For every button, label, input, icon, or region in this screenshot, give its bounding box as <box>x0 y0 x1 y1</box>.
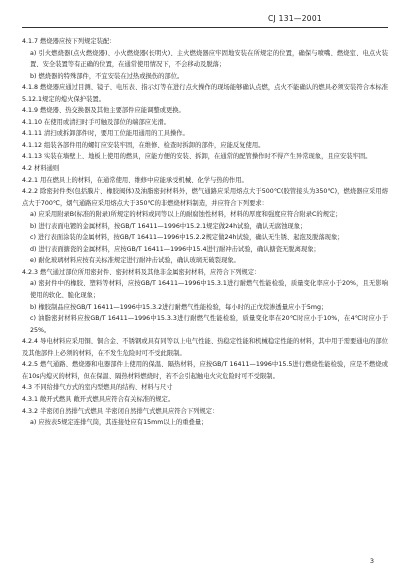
paragraph: d) 进行表面搪瓷的金属材料，应按GB/T 16411—1996中15.4进行耐冲击试验，确认搪瓷无脱离现象； <box>30 245 320 253</box>
header-rule <box>22 27 388 28</box>
paragraph: e) 耐化玻璃材料应按有关标准规定进行耐冲击试验，确认玻璃无破裂现象。 <box>30 257 240 265</box>
paragraph: c) 油脂密封材料应按GB/T 16411—1996中15.3.3进行耐燃气性能检验，质量变化率在20℃时应小于10%，在4℃时应小于25%。 <box>30 315 388 334</box>
paragraph: 4.2.3 燃气通过部位所用密封件、密封材料及其他非金属密封材料，应符合下列规定： <box>22 268 261 276</box>
paragraph: 4.1.9 燃烧器、热交换器及其他主要部件应能调整或更换。 <box>22 107 185 115</box>
paragraph: c) 进行表面涂装的金属材料，按GB/T 16411—1996中15.2.2规定做24h试验，确认无生锈、起泡及脱落现象； <box>30 234 344 242</box>
paragraph: 4.1.11 清扫或拆卸部件时，要用工位能用通用的工具操作。 <box>22 130 189 138</box>
page-number: 3 <box>369 557 374 565</box>
paragraph: a) 引火燃烧器(点火燃烧器)、小火燃烧器(长明火)、主火燃烧器应牢固地安装在所规定的位置，确保与喷嘴、燃烧室、电点火装置、安全装置等有正确的位置，在通常使用情况下，不会移动及脱落； <box>30 49 388 69</box>
paragraph: 4.3 不同给排气方式的室内型燃具的结构、材料与尺寸 <box>22 384 173 392</box>
paragraph: 4.1.12 组装各部件用的螺钉应安装牢固，在维修、检查时拆卸的部件，应能反复使用。 <box>22 141 265 149</box>
paragraph: a) 应采用附录B(标准的附录)所规定的材料或同等以上的耐腐蚀性材料，材料的厚度和强度应符合附录C的规定； <box>30 211 342 219</box>
paragraph: b) 橡胶制品应按GB/T 16411—1996中15.3.2进行耐燃气性能检验，每小时的正戊烷渗透量应小于5mg； <box>30 303 328 311</box>
paragraph: b) 燃烧器的特殊部件，不宜安装在过热或损伤的部位。 <box>30 72 184 80</box>
paragraph: a) 应按表5规定连排气筒，其连接处应有15mm以上的重叠量； <box>30 419 208 427</box>
paragraph: 4.3.1 敞开式燃具 敞开式燃具应符合有关标准的规定。 <box>22 395 175 403</box>
standard-code: CJ 131—2001 <box>267 14 322 23</box>
paragraph: 4.2.1 用在燃具上的材料，在通常使用、维修中应能承受机械、化学与热的作用。 <box>22 176 248 184</box>
document-body <box>22 36 388 429</box>
paragraph: 4.2.2 除密封件类(包括膜片、橡胶阀体)及油脂密封材料外，燃气通路应采用熔点大于500℃(胶管接头为350℃)，燃烧器应采用熔点大于700℃，烟气通路应采用熔点大于350℃的非燃烧材料制造，并应符合下列要求： <box>22 188 388 207</box>
paragraph: a) 密封件中的橡胶、塑料等材料，应按GB/T 16411—1996中15.3.1进行耐燃气性能检验，质量变化率应小于20%，且无影响使用的软化、脆化现象； <box>30 280 388 300</box>
paragraph: 4.2.5 燃气通路、燃烧器和电器部件上使用的保温、隔热材料，应按GB/T 16411—1996中15.5进行燃烧性能检验，应是不燃烧或在10s内熄灭的材料，但在保温、隔热材料燃烧时，若不会引起触电火灾危险时可不受限制。 <box>22 361 388 380</box>
paragraph: 4.2 材料通则 <box>22 165 60 173</box>
paragraph: 4.3.2 半密闭自然排气式燃具 半密闭自然排气式燃具应符合下列规定： <box>22 407 219 415</box>
paragraph: 4.1.8 燃烧器应通过目测、镜子、电压表、指示灯等在进行点火操作的现场能够确认点燃，点火不能确认的燃具必须安装符合本标准5.12.1规定的熄火保护装置。 <box>22 84 388 103</box>
paragraph: 4.1.10 在使用或清扫时手可触及部位的端部应光滑。 <box>22 118 170 126</box>
paragraph: 4.1.13 实装在墙壁上、地板上使用的燃具，应能方便的安装、拆卸，在通常的配管操作时不得产生异常现象，且应安装牢固。 <box>22 153 372 161</box>
paragraph: b) 进行表面电镀的金属材料，按GB/T 16411—1996中15.2.1规定做24h试验，确认无腐蚀现象； <box>30 222 307 230</box>
page-header <box>0 14 410 28</box>
paragraph: 4.1.7 燃烧器应按下列规定装配： <box>22 38 116 45</box>
paragraph: 4.2.4 导电材料应采用铜、铜合金、不锈钢或具有同等以上电气性能、热稳定性能和机械稳定性能的材料，其中用于需要通电的部位及其他部件上必须的材料，在不发生危险时可不受此限制。 <box>22 338 388 357</box>
